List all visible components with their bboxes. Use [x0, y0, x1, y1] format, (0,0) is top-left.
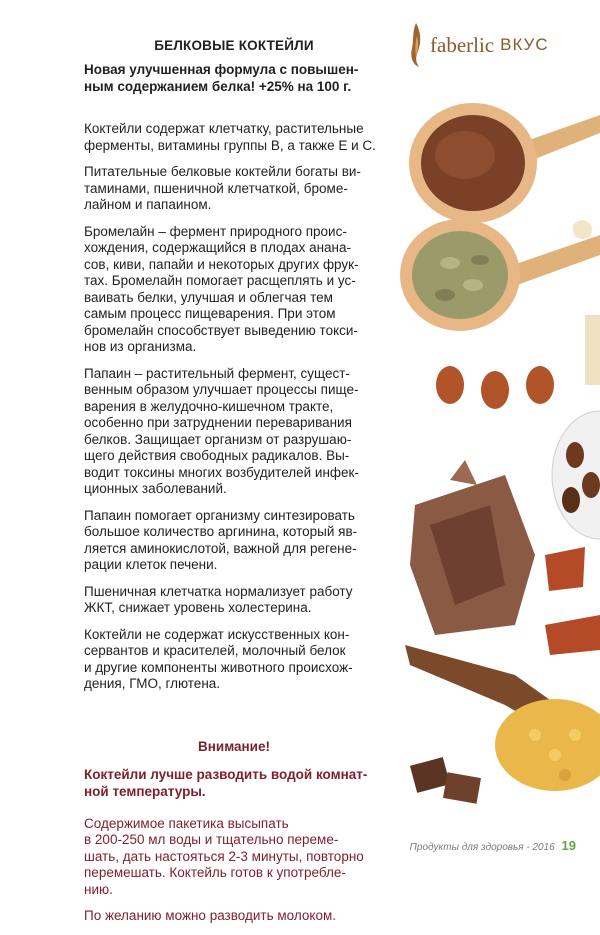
text-line: сервантов и красителей, молочный белок — [84, 643, 346, 658]
text-line: Коктейли не содержат искусственных кон- — [84, 626, 350, 642]
text-line: самым процесс пищеварения. При этом — [84, 306, 336, 321]
text-line: ной температуры. — [84, 783, 206, 799]
text-line: особенно при затруднении переваривания — [84, 415, 352, 430]
brand-logo — [408, 22, 549, 68]
text-line: белков. Защищает организм от разрушаю- — [84, 431, 352, 447]
text-line: ляется аминокислотой, важной для регене- — [84, 540, 357, 556]
instruction-prep — [84, 816, 384, 899]
paragraph-free-from — [84, 627, 384, 693]
straw-shape — [585, 315, 600, 385]
page-footer — [410, 838, 576, 853]
flame-icon — [408, 22, 424, 68]
text-line: Коктейли содержат клетчатку, растительные — [84, 121, 364, 136]
text-line: По желанию можно разводить молоком. — [84, 908, 336, 923]
text-line: ционных заболеваний. — [84, 481, 227, 496]
text-line: Коктейли лучше разводить водой комнат- — [84, 766, 368, 782]
brand-sub: ВКУС — [500, 35, 549, 54]
text-line: большое количество аргинина, который яв- — [84, 524, 358, 539]
text-line: нов из организма. — [84, 339, 197, 354]
text-line: Бромелайн – фермент природного проис- — [84, 223, 347, 239]
text-line: Содержимое пакетика высыпать — [84, 815, 289, 831]
instruction-milk — [84, 908, 384, 925]
paragraph-arginine — [84, 508, 384, 574]
text-line: хождения, содержащийся в плодах анана- — [84, 240, 352, 255]
warning-text — [84, 766, 384, 800]
text-line: водит токсины многих возбудителей инфек- — [84, 464, 359, 480]
text-line: бромелайн способствует выведению токси- — [84, 322, 358, 338]
text-column — [84, 38, 384, 935]
white-chocolate-curl — [573, 220, 592, 239]
text-line: ваивать белки, улучшая и облегчая тем — [84, 289, 333, 305]
text-line: дения, ГМО, глютена. — [84, 676, 221, 691]
text-line: рации клеток печени. — [84, 557, 218, 572]
cocoa-spoon — [409, 103, 600, 223]
text-line: в 200-250 мл воды и тщательно переме- — [84, 832, 339, 847]
chocolate-pieces — [410, 757, 481, 804]
text-line: ЖКТ, снижает уровень холестерина. — [84, 600, 312, 615]
text-line: венным образом улучшает процессы пище- — [84, 382, 359, 397]
text-line: нию. — [84, 881, 113, 897]
cocoa-bean-bowl — [552, 411, 600, 539]
paragraph-nutrition — [84, 164, 384, 214]
brand-name: faberlic — [430, 32, 495, 57]
text-line: варения в желудочно-кишечном тракте, — [84, 398, 334, 414]
paragraph-wheat-fiber — [84, 584, 384, 617]
text-line: и другие компоненты животного происхож- — [84, 659, 353, 675]
seeds-spoon — [400, 219, 600, 331]
lead-text — [84, 61, 384, 95]
lead-line: Новая улучшенная формула с повышен- — [84, 62, 359, 77]
text-line: тах. Бромелайн помогает расщеплять и ус- — [84, 273, 356, 288]
text-line: щего действия свободных радикалов. Вы- — [84, 448, 350, 463]
text-line: Пшеничная клетчатка нормализует работу — [84, 583, 353, 599]
text-line: таминами, пшеничной клетчаткой, броме- — [84, 180, 348, 196]
paragraph-bromelain — [84, 224, 384, 356]
paragraph-papain — [84, 366, 384, 498]
text-line: перемешать. Коктейль готов к употребле- — [84, 865, 346, 880]
paragraph-fiber — [84, 121, 384, 154]
page-number: 19 — [561, 838, 576, 853]
text-line: сов, киви, папайи и некоторых других фрук- — [84, 256, 359, 272]
cocoa-kernels — [436, 366, 554, 409]
attention-heading: Внимание! — [198, 738, 270, 754]
text-line: Папаин помогает организму синтезировать — [84, 507, 355, 523]
text-line: шать, дать настояться 2-3 минуты, повторно — [84, 848, 364, 864]
text-line: лайном и папаином. — [84, 197, 212, 212]
text-line: Папаин – растительный фермент, сущест- — [84, 365, 350, 381]
lead-line: ным содержанием белка! +25% на 100 г. — [84, 79, 352, 94]
text-line: Питательные белковые коктейли богаты ви- — [84, 164, 361, 179]
footer-caption: Продукты для здоровья - 2016 — [409, 842, 555, 853]
page-title: БЕЛКОВЫЕ КОКТЕЙЛИ — [154, 38, 314, 53]
ingredients-illustration — [395, 85, 600, 845]
text-line: ферменты, витамины группы В, а также Е и С. — [84, 137, 376, 153]
